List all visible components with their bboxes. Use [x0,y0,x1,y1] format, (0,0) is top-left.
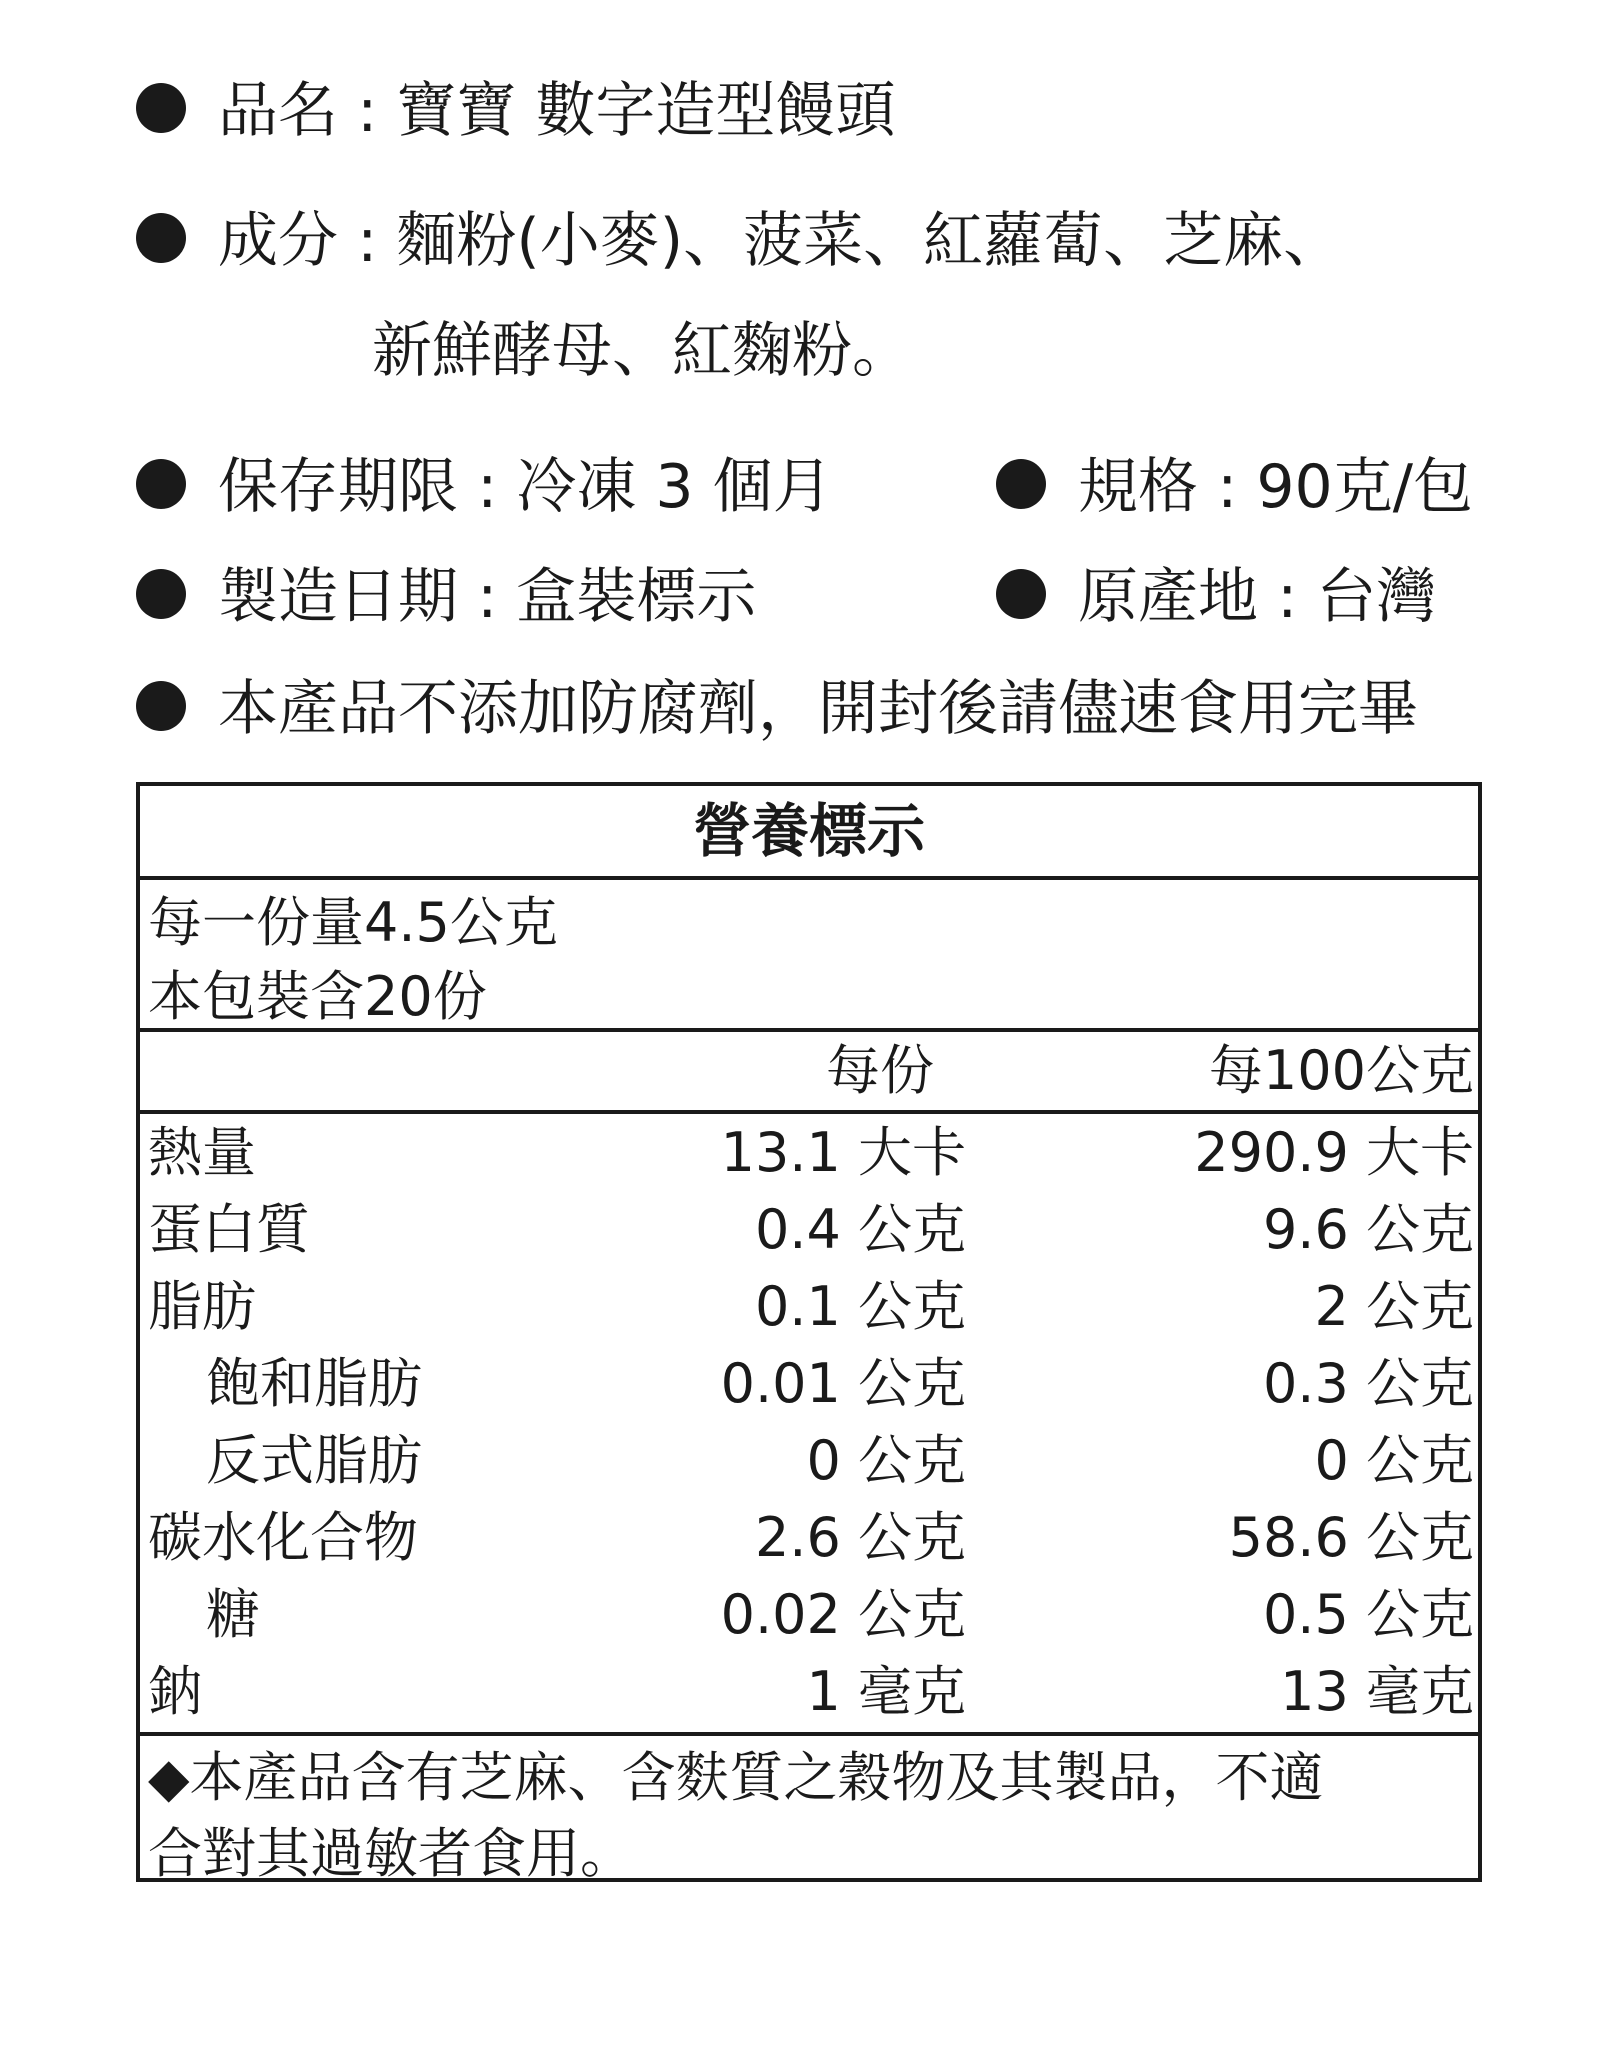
per-100g-value: 0.5 公克 [1262,1583,1474,1646]
nutrient-name: 糖 [206,1583,260,1646]
column-header [140,1032,1478,1114]
nutrient-name: 熱量 [148,1121,256,1184]
origin-line [996,552,1436,642]
bullet-icon [136,213,186,263]
table-row [140,1653,1478,1730]
serving-size: 每一份量4.5公克 [148,891,558,954]
per-serving-value: 0.01 公克 [720,1352,966,1415]
mfg-date-line [136,552,756,642]
bullet-icon [136,83,186,133]
nutrient-name: 脂肪 [148,1275,256,1338]
servings-per-pack: 本包裝含20份 [148,965,487,1028]
nutrient-name: 碳水化合物 [148,1506,418,1569]
spec-line [996,442,1473,532]
nutrition-table [136,782,1482,1885]
notice: 本產品不添加防腐劑，開封後請儘速食用完畢 [218,674,1418,744]
per-100g-value: 9.6 公克 [1262,1198,1474,1261]
bullet-icon [136,459,186,509]
per-serving-value: 0.02 公克 [720,1583,966,1646]
product-name-line [136,66,895,156]
table-row [140,1345,1478,1422]
allergen-line: ◆本產品含有芝麻、含麩質之穀物及其製品，不適 [148,1746,1324,1809]
notice-line [136,664,1418,754]
bullet-icon [136,569,186,619]
per-100g-value: 2 公克 [1314,1275,1474,1338]
ingredients-text: 成分 : 麵粉(小麥)、菠菜、紅蘿蔔、芝麻、 [218,206,1344,276]
serving-info [140,880,1478,1032]
table-row [140,1114,1478,1191]
table-row [140,1576,1478,1653]
nutrient-name: 鈉 [148,1660,202,1723]
col-per-serving: 每份 [826,1039,934,1102]
per-100g-value: 0 公克 [1314,1429,1474,1492]
bullet-icon [136,681,186,731]
per-100g-value: 58.6 公克 [1228,1506,1474,1569]
per-serving-value: 0.1 公克 [754,1275,966,1338]
col-per-100g: 每100公克 [1208,1039,1474,1102]
allergen-line: 合對其過敏者食用。 [148,1822,634,1885]
table-row [140,1268,1478,1345]
nutrition-title: 營養標示 [140,786,1478,880]
product-name: 品名 : 寶寶 數字造型饅頭 [218,76,896,146]
ingredients-continuation: 新鮮酵母、紅麴粉。 [372,316,912,386]
origin: 原產地 : 台灣 [1078,562,1437,632]
per-serving-value: 13.1 大卡 [720,1121,966,1184]
table-row [140,1499,1478,1576]
shelf-life: 保存期限 : 冷凍 3 個月 [218,452,833,522]
nutrient-name: 飽和脂肪 [206,1352,422,1415]
table-row [140,1191,1478,1268]
mfg-date: 製造日期 : 盒裝標示 [218,562,757,632]
nutrient-name: 反式脂肪 [206,1429,422,1492]
ingredients-line [136,196,1343,286]
allergen-notice [140,1732,1478,1896]
nutrient-name: 蛋白質 [148,1198,310,1261]
per-100g-value: 290.9 大卡 [1194,1121,1474,1184]
table-row [140,1422,1478,1499]
per-serving-value: 0 公克 [806,1429,966,1492]
nutrition-rows [140,1114,1478,1732]
shelf-life-line [136,442,833,532]
per-serving-value: 1 毫克 [806,1660,966,1723]
bullet-icon [996,459,1046,509]
per-serving-value: 0.4 公克 [754,1198,966,1261]
per-100g-value: 0.3 公克 [1262,1352,1474,1415]
per-100g-value: 13 毫克 [1280,1660,1474,1723]
spec: 規格 : 90克/包 [1078,452,1473,522]
bullet-icon [996,569,1046,619]
per-serving-value: 2.6 公克 [754,1506,966,1569]
